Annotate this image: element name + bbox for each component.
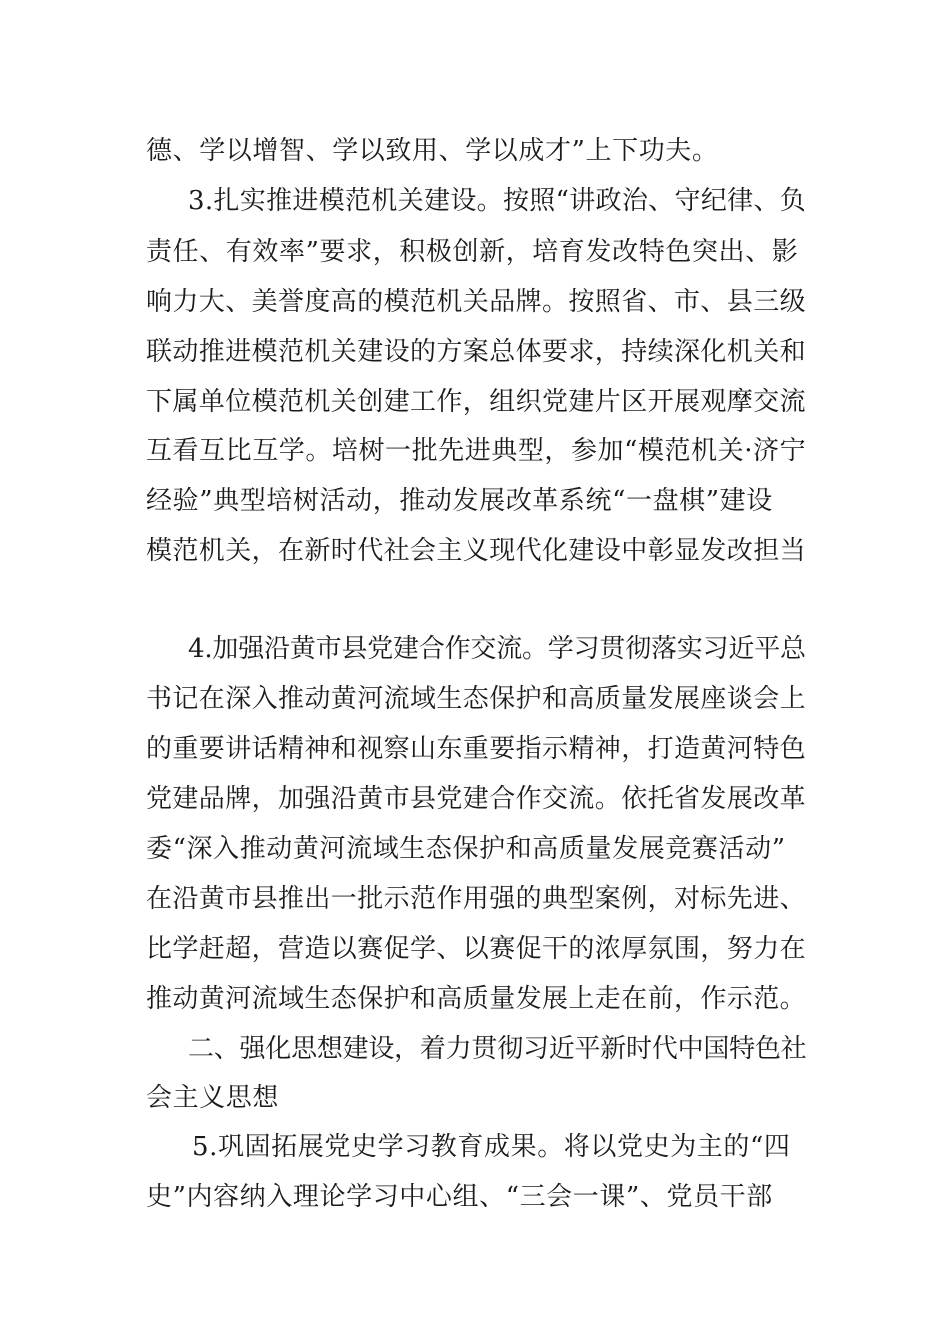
text-line: 的重要讲话精神和视察山东重要指示精神，打造黄河特色 [146,734,807,764]
text-line: 责任、有效率”要求，积极创新，培育发改特色突出、影 [146,237,799,267]
text-line: 联动推进模范机关建设的方案总体要求，持续深化机关和 [146,337,807,367]
text-line: 比学赶超，营造以赛促学、以赛促干的浓厚氛围，努力在 [146,934,807,964]
paragraph-4-start: 4.加强沿黄市县党建合作交流。学习贯彻落实习近平总 [188,634,806,664]
text-line: 党建品牌，加强沿黄市县党建合作交流。依托省发展改革 [146,784,807,814]
text-line: 史”内容纳入理论学习中心组、“三会一课”、党员干部 [146,1182,773,1212]
section-heading-2-cont: 会主义思想 [146,1083,280,1113]
text-line: 模范机关，在新时代社会主义现代化建设中彰显发改担当 [146,536,807,566]
section-heading-2: 二、强化思想建设，着力贯彻习近平新时代中国特色社 [188,1034,807,1064]
text-line: 经验”典型培树活动，推动发展改革系统“一盘棋”建设 [146,486,773,516]
text-line: 德、学以增智、学以致用、学以成才”上下功夫。 [146,136,719,166]
text-line: 下属单位模范机关创建工作，组织党建片区开展观摩交流 [146,387,807,417]
text-line: 推动黄河流域生态保护和高质量发展上走在前，作示范。 [146,984,807,1014]
text-line: 书记在深入推动黄河流域生态保护和高质量发展座谈会上 [146,684,807,714]
paragraph-5-start: 5.巩固拓展党史学习教育成果。将以党史为主的“四 [192,1132,791,1162]
text-line: 响力大、美誉度高的模范机关品牌。按照省、市、县三级 [146,287,807,317]
text-line: 委“深入推动黄河流域生态保护和高质量发展竞赛活动” [146,834,786,864]
paragraph-3-start: 3.扎实推进模范机关建设。按照“讲政治、守纪律、负 [188,186,807,216]
text-line: 在沿黄市县推出一批示范作用强的典型案例，对标先进、 [146,884,807,914]
text-line: 互看互比互学。培树一批先进典型，参加“模范机关·济宁 [146,436,807,466]
